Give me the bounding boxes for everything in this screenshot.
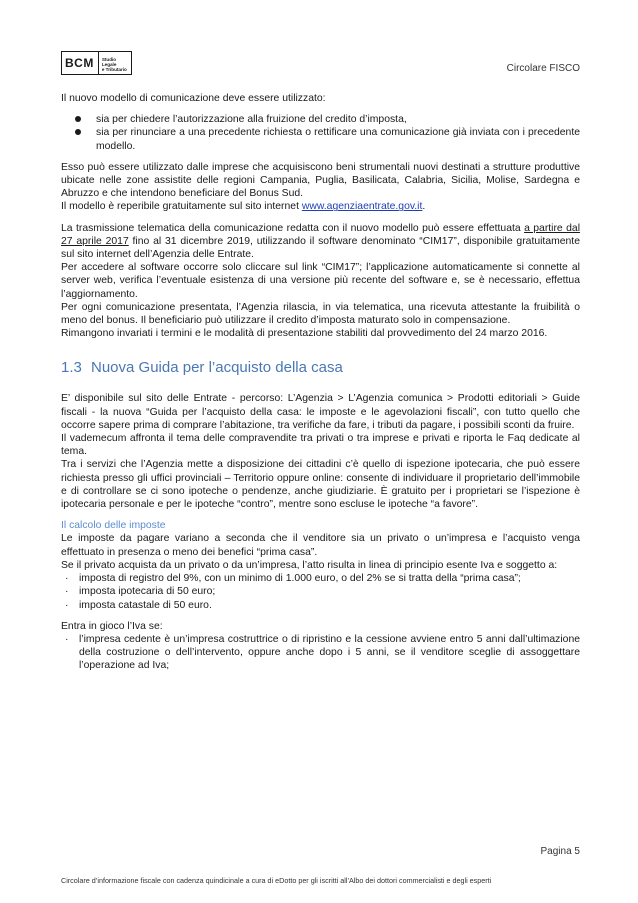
page-number: Pagina 5 (540, 846, 580, 857)
list-item-text: sia per chiedere l’autorizzazione alla fruizione del credito d’imposta, (96, 114, 407, 126)
list-item-text: imposta di registro del 9%, con un minimo di 1.000 euro, o del 2% se si tratta della “prima casa”; (79, 573, 521, 585)
text-fragment: fino al 31 dicembre 2019, utilizzando il software denominato “CIM17”, disponibile gratuitamente sul sito internet dell’Agenzia delle Entrate. (61, 235, 580, 261)
section-title: Nuova Guida per l’acquisto della casa (91, 359, 343, 377)
paragraph: E’ disponibile sul sito delle Entrate - percorso: L’Agenzia > L’Agenzia comunica > Prodotti editoriali > Guide fiscali - la nuova “Guida per l’acquisto della casa: le imposte e le agevolazioni fiscali”, con tutto quello che occorre sapere prima di comprare l’abitazione, tra verifiche da fare, i tributi da pagare, i possibili sconti da fruire. (61, 393, 580, 431)
bullet-icon (75, 116, 81, 122)
list-item (61, 126, 580, 152)
list-item (61, 599, 580, 612)
list-item (61, 585, 580, 598)
list-item (61, 113, 580, 126)
paragraph: Per ogni comunicazione presentata, l’Agenzia rilascia, in via telematica, una ricevuta attestante la fruibilità o meno del bonus. Il beneficiario può utilizzare il credito d’imposta maturato solo in compensazione. (61, 301, 580, 327)
paragraph: Rimangono invariati i termini e le modalità di presentazione stabiliti dal provvedimento del 24 marzo 2016. (61, 328, 548, 340)
firm-logo (61, 51, 132, 75)
text-fragment: . (422, 201, 426, 213)
list-marker: · (65, 633, 69, 645)
paragraph: Il vademecum affronta il tema delle compravendite tra privati o tra imprese e privati e riporta le Faq dedicate al tema. (61, 433, 580, 458)
list-item (61, 633, 580, 673)
logo-mark: BCM (62, 52, 99, 74)
text-fragment: Il modello è reperibile gratuitamente sul sito internet (61, 201, 302, 213)
logo-line-1: Studio Legale (101, 57, 117, 68)
bullet-icon (75, 129, 81, 135)
intro-text: Il nuovo modello di comunicazione deve essere utilizzato: (61, 93, 326, 104)
section-heading (61, 358, 580, 378)
usage-list (61, 113, 580, 153)
logo-line-2: e Tributario (101, 67, 127, 73)
list-item-text: imposta catastale di 50 euro. (79, 599, 212, 611)
list-item (61, 572, 580, 585)
list-marker: · (65, 599, 69, 611)
list-item-text: sia per rinunciare a una precedente richiesta o rettificare una comunicazione già inviata con i precedente modello. (96, 127, 580, 152)
paragraph (61, 200, 580, 213)
list-marker: · (65, 573, 69, 585)
subheading: Il calcolo delle imposte (61, 520, 166, 532)
iva-list (61, 633, 580, 673)
paragraph: Tra i servizi che l’Agenzia mette a disposizione dei cittadini c’è quello di ispezione ipotecaria, che può essere richiesta presso gli uffici provinciali – Territorio oppure online: consente di individuare il proprietario dell’immobile e di controllare se ci sono ipoteche o pendenze, anche giudiziarie. È gratuito per i proprietari se l’ispezione è ipotecaria personale e per le ipoteche “contro”, mentre sono escluse le ipoteche “a favore”. (61, 459, 580, 511)
agenzia-entrate-link[interactable]: www.agenziaentrate.gov.it (301, 201, 423, 213)
section-number: 1.3 (61, 359, 82, 377)
underlined-date: a partire dal 27 aprile 2017 (61, 222, 581, 247)
footer-note: Circolare d’informazione fiscale con cadenza quindicinale a cura di eDotto per gli iscritti all’Albo dei dottori commercialisti e degli esperti (61, 876, 492, 885)
tax-list (61, 572, 580, 612)
list-marker: · (65, 586, 69, 598)
logo-subtitle (99, 52, 131, 74)
paragraph: Se il privato acquista da un privato o da un’impresa, l’atto risulta in linea di principio esente Iva e soggetto a: (61, 559, 558, 571)
document-body (61, 92, 580, 673)
paragraph: Entra in gioco l’Iva se: (61, 620, 163, 632)
paragraph: Le imposte da pagare variano a seconda che il venditore sia un privato o un’impresa e l’acquisto venga effettuato in presenza o meno dei benefici “prima casa”. (61, 533, 580, 558)
text-fragment: La trasmissione telematica della comunicazione redatta con il nuovo modello può essere effettuata (61, 222, 525, 234)
paragraph: Per accedere al software occorre solo cliccare sul link “CIM17”; l’applicazione automaticamente si connette al server web, verifica l’eventuale esistenza di una versione più recente del software e, se è necessario, effettua l’aggiornamento. (61, 262, 580, 300)
paragraph (61, 222, 580, 262)
list-item-text: imposta ipotecaria di 50 euro; (79, 586, 216, 598)
header-label: Circolare FISCO (506, 63, 580, 74)
paragraph: Esso può essere utilizzato dalle imprese che acquisiscono beni strumentali nuovi destinati a strutture produttive ubicate nelle zone assistite delle regioni Campania, Puglia, Basilicata, Calabria, Sicilia, Molise, Sardegna e Abruzzo e che intendono beneficiare del Bonus Sud. (61, 161, 580, 200)
list-item-text: l’impresa cedente è un’impresa costruttrice o di ripristino e la cessione avviene entro 5 anni dall’ultimazione della costruzione o dell’intervento, oppure anche dopo i 5 anni, se il venditore sceglie di assoggettare l’operazione ad Iva; (79, 633, 580, 672)
